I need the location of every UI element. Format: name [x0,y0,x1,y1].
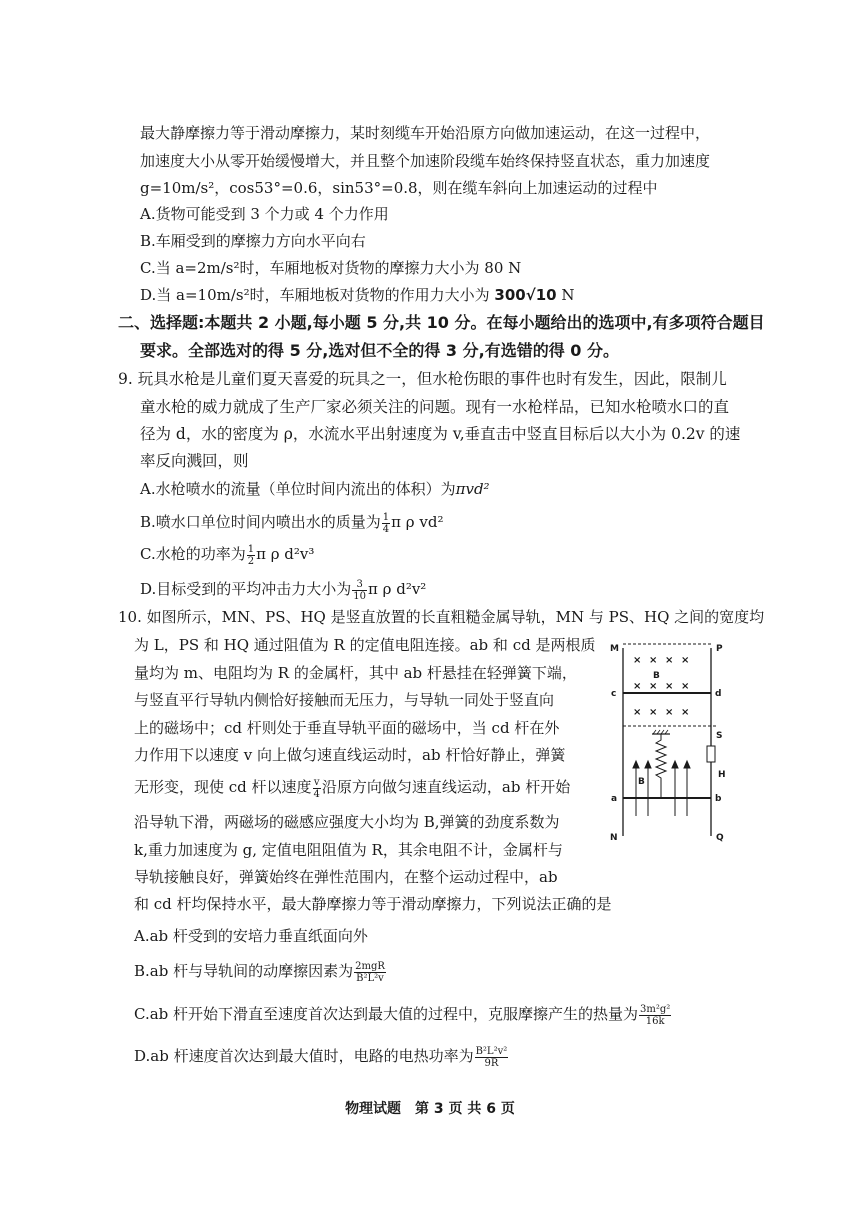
q8-option-c: C.当 a=2m/s²时，车厢地板对货物的摩擦力大小为 80 N [140,259,522,277]
cross-mark: × [665,681,674,692]
label-p: P [716,644,723,654]
section2-heading-line1: 二、选择题:本题共 2 小题,每小题 5 分,共 10 分。在每小题给出的选项中,有多项符合题目 [118,313,765,332]
q10-option-c-fraction: $\frac{\text{3m²g²}}{16k}$ [640,1003,671,1027]
section2-heading-line2: 要求。全部选对的得 5 分,选对但不全的得 3 分,有选错的得 0 分。 [140,341,619,360]
label-s: S [716,731,723,741]
q9-option-d-text: D.目标受到的平均冲击力大小为 [140,580,352,598]
q10-line1: 10. 如图所示，MN、PS、HQ 是竖直放置的长直粗糙金属导轨，MN 与 PS、HQ 之间的宽度均 [118,608,765,626]
q9-option-a [140,478,490,500]
q10-line4: 与竖直平行导轨内侧恰好接触而无压力，与导轨一同处于竖直向 [134,691,555,709]
q10-option-d-text: D.ab 杆速度首次达到最大值时，电路的电热功率为 [134,1047,474,1065]
page-footer: 物理试题 第 3 页 共 6 页 [345,1101,515,1117]
cross-mark: × [681,681,690,692]
q9-option-d-fraction: $\frac{3}{10}$ [353,578,366,602]
label-n: N [610,833,618,843]
q9-option-a-text: A.水枪喷水的流量（单位时间内流出的体积）为 [140,480,456,498]
q10-option-d-fraction: $\frac{\text{B²L²v²}}{9R}$ [475,1045,508,1069]
q9-option-a-expr: πvd² [455,480,490,498]
label-a: a [611,794,618,804]
q10-line10: 导轨接触良好，弹簧始终在弹性范围内，在整个运动过程中，ab [134,868,558,886]
q9-line2: 童水枪的威力就成了生产厂家必须关注的问题。现有一水枪样品，已知水枪喷水口的直 [140,398,730,416]
cross-mark: × [633,681,642,692]
q10-line2: 为 L，PS 和 HQ 通过阻值为 R 的定值电阻连接。ab 和 cd 是两根质 [134,636,596,654]
q10-option-b-text: B.ab 杆与导轨间的动摩擦因素为 [134,962,354,980]
q9-option-d [140,578,426,602]
q8-option-a: A.货物可能受到 3 个力或 4 个力作用 [140,205,389,223]
q10-option-b [134,960,387,984]
q10-line5: 上的磁场中；cd 杆则处于垂直导轨平面的磁场中，当 cd 杆在外 [134,719,560,737]
q10-line9: k,重力加速度为 g, 定值电阻阻值为 R，其余电阻不计，金属杆与 [134,841,563,859]
label-b-top: B [653,671,660,681]
label-d: d [715,689,722,699]
q10-line7-text: 无形变，现使 cd 杆以速度 [134,778,312,796]
label-h: H [718,770,726,780]
q9-option-c-text: C.水枪的功率为 [140,545,246,563]
q9-option-d-expr: π ρ d²v² [368,580,427,598]
q9-option-c [140,543,314,567]
q8-line3: g=10m/s²，cos53°=0.6，sin53°=0.8，则在缆车斜向上加速运动的过程中 [140,179,658,197]
cross-mark: × [665,707,674,718]
q10-option-a: A.ab 杆受到的安培力垂直纸面向外 [134,927,368,945]
spring [656,734,666,798]
rail-circuit-diagram [608,638,732,844]
cross-mark: × [649,655,658,666]
q9-option-c-fraction: $\frac{1}{2}$ [247,543,255,567]
q8-line2: 加速度大小从零开始缓慢增大，并且整个加速阶段缆车始终保持竖直状态，重力加速度 [140,152,711,170]
q10-line7-fraction: $\frac{v}{4}$ [313,776,320,800]
cross-mark: × [681,655,690,666]
label-b-bottom: B [638,777,645,787]
q9-option-b-expr: π ρ vd² [391,513,444,531]
cross-mark: × [681,707,690,718]
q9-option-c-expr: π ρ d²v³ [256,545,315,563]
q10-line7-text-end: 沿原方向做匀速直线运动，ab 杆开始 [321,778,571,796]
q10-line7 [134,776,570,800]
q10-option-b-fraction: $\frac{\text{2mgR}}{\text{B²L²v}}$ [355,960,385,984]
q9-option-b-fraction: $\frac{1}{4}$ [382,511,390,535]
label-c: c [611,689,617,699]
resistor [707,746,715,762]
cross-mark: × [633,707,642,718]
q9-line3: 径为 d，水的密度为 ρ，水流水平出射速度为 v,垂直击中竖直目标后以大小为 0.2v 的速 [140,425,741,443]
q8-option-d-text: D.当 a=10m/s²时，车厢地板对货物的作用力大小为 [140,286,490,304]
q10-option-c [134,1003,672,1027]
q10-line8: 沿导轨下滑，两磁场的磁感应强度大小均为 B,弹簧的劲度系数为 [134,813,560,831]
cross-mark: × [665,655,674,666]
q8-option-d-unit: N [561,286,575,304]
cross-mark: × [649,707,658,718]
q10-line6: 力作用下以速度 v 向上做匀速直线运动时，ab 杆恰好静止，弹簧 [134,746,566,764]
q10-line11: 和 cd 杆均保持水平，最大静摩擦力等于滑动摩擦力，下列说法正确的是 [134,895,612,913]
q9-line1: 9. 玩具水枪是儿童们夏天喜爱的玩具之一，但水枪伤眼的事件也时有发生，因此，限制儿 [118,370,727,388]
label-m: M [610,644,619,654]
q9-line4: 率反向溅回，则 [140,452,249,470]
q8-option-d [140,284,575,306]
q10-option-c-text: C.ab 杆开始下滑直至速度首次达到最大值的过程中，克服摩擦产生的热量为 [134,1005,639,1023]
q8-line1: 最大静摩擦力等于滑动摩擦力，某时刻缆车开始沿原方向做加速运动，在这一过程中， [140,124,711,142]
label-b: b [715,794,722,804]
label-q: Q [716,833,724,843]
cross-mark: × [633,655,642,666]
q9-option-b-text: B.喷水口单位时间内喷出水的质量为 [140,513,381,531]
q10-option-d [134,1045,509,1069]
cross-mark: × [649,681,658,692]
q8-option-b: B.车厢受到的摩擦力方向水平向右 [140,232,366,250]
q9-option-b [140,511,443,535]
q10-line3: 量均为 m、电阻均为 R 的金属杆，其中 ab 杆悬挂在轻弹簧下端， [134,664,577,682]
q8-option-d-value: 300√10 [494,286,557,304]
